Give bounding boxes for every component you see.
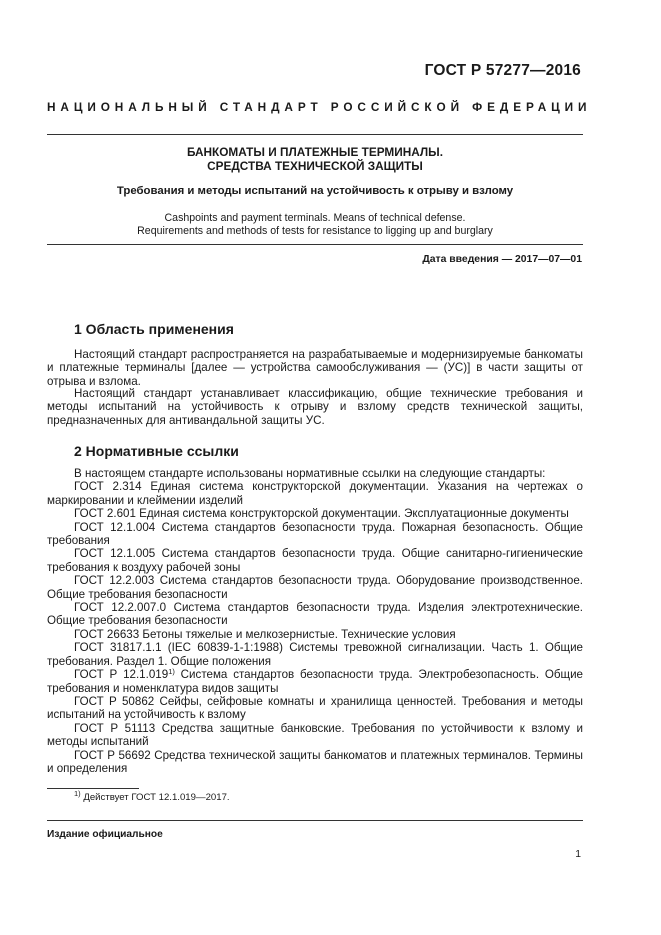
section-1-paragraph-2: Настоящий стандарт устанавливает классификацию, общие технические требования и методы испытаний на устойчивость к отрыву и взлому средств технической защиты, предназначенных для антивандальной защиты УС. [47,387,583,427]
national-standard-banner: НАЦИОНАЛЬНЫЙ СТАНДАРТ РОССИЙСКОЙ ФЕДЕРАЦИИ [47,100,592,114]
footnote-separator [47,788,139,789]
normative-references [47,467,583,775]
footnote-mark: 1) [74,789,81,798]
reference-item: ГОСТ 2.314 Единая система конструкторской документации. Указания на чертежах о маркировании и клеймении изделий [47,480,583,507]
reference-item: ГОСТ 12.2.007.0 Система стандартов безопасности труда. Изделия электротехнические. Общие требования безопасности [47,601,583,628]
reference-item: ГОСТ 12.2.003 Система стандартов безопасности труда. Оборудование производственное. Общие требования безопасности [47,574,583,601]
reference-item: ГОСТ 31817.1.1 (IEC 60839-1-1:1988) Системы тревожной сигнализации. Часть 1. Общие требования. Раздел 1. Общие положения [47,641,583,668]
footnote-ref-mark: 1) [168,667,175,677]
section-1-paragraph-1: Настоящий стандарт распространяется на разрабатываемые и модернизируемые банкоматы и платежные терминалы [далее — устройства самообслуживания — (УС)] в части защиты от отрыва и взлома. [47,348,583,388]
footnote-text: Действует ГОСТ 12.1.019—2017. [80,792,230,803]
footnote [74,789,230,803]
official-edition-label: Издание официальное [47,829,163,840]
reference-item: ГОСТ Р 56692 Средства технической защиты банкоматов и платежных терминалов. Термины и определения [47,748,583,775]
reference-item: ГОСТ 2.601 Единая система конструкторской документации. Эксплуатационные документы [74,507,569,521]
document-title [47,145,583,173]
references-intro: В настоящем стандарте использованы нормативные ссылки на следующие стандарты: [74,467,546,480]
reference-item: ГОСТ 26633 Бетоны тяжелые и мелкозернистые. Технические условия [74,627,456,641]
section-1-heading: 1 Область применения [74,321,234,337]
reference-item: ГОСТ 12.1.004 Система стандартов безопасности труда. Пожарная безопасность. Общие требования [47,520,583,548]
reference-item: ГОСТ 12.1.005 Система стандартов безопасности труда. Общие санитарно-гигиенические требования к воздуху рабочей зоны [47,547,583,574]
introduction-date: Дата введения — 2017—07—01 [422,254,582,265]
reference-text: Система стандартов безопасности труда. Электробезопасность. Общие требования и номенклатура видов защиты [47,668,583,695]
english-title-line-1: Cashpoints and payment terminals. Means of technical defense. [164,212,466,224]
title-top-rule [47,134,583,135]
reference-code: ГОСТ Р 12.1.019 [74,668,169,682]
english-title-line-2: Requirements and methods of tests for resistance to ligging up and burglary [137,224,493,237]
title-line-2: СРЕДСТВА ТЕХНИЧЕСКОЙ ЗАЩИТЫ [207,159,423,173]
gost-code: ГОСТ Р 57277—2016 [424,62,581,79]
reference-item-footnoted [47,668,583,695]
english-title [47,212,583,237]
title-line-1: БАНКОМАТЫ И ПЛАТЕЖНЫЕ ТЕРМИНАЛЫ. [186,145,443,159]
section-2-heading: 2 Нормативные ссылки [74,443,239,459]
bottom-rule [47,820,583,821]
title-bottom-rule [47,244,583,245]
reference-item: ГОСТ Р 51113 Средства защитные банковские. Требования по устойчивости к взлому и методы испытаний [47,721,583,749]
page-number: 1 [575,849,581,860]
document-subtitle: Требования и методы испытаний на устойчивость к отрыву и взлому [116,185,514,197]
reference-item: ГОСТ Р 50862 Сейфы, сейфовые комнаты и хранилища ценностей. Требования и методы испытаний на устойчивость к взлому [47,694,583,722]
